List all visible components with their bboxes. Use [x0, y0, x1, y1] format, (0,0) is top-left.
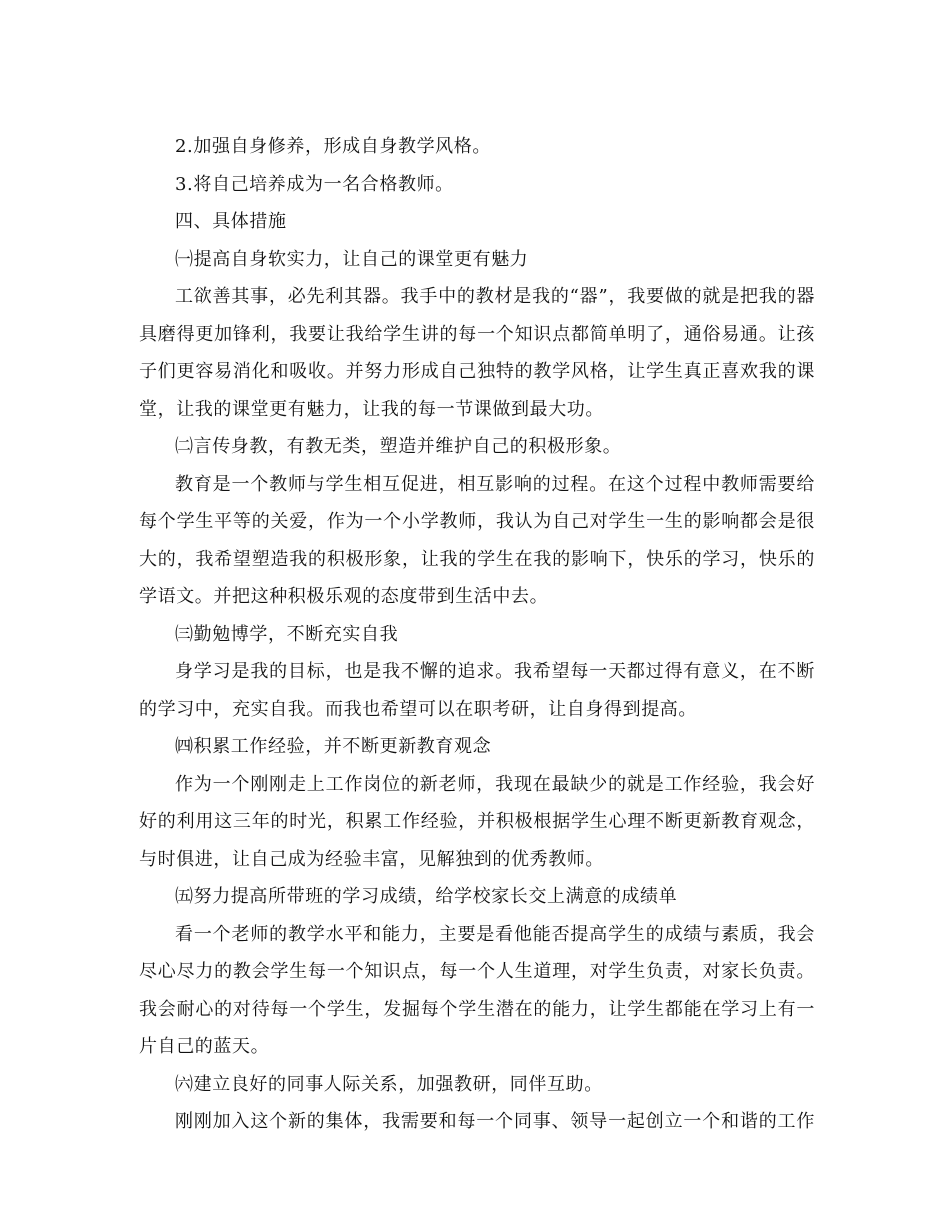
text-line: 具磨得更加锋利，我要让我给学生讲的每一个知识点都简单明了，通俗易通。让孩: [139, 323, 815, 345]
text-line: 四、具体措施: [175, 211, 287, 232]
text-line: ㈠提高自身软实力，让自己的课堂更有魅力: [175, 248, 529, 270]
text-line: 身学习是我的目标，也是我不懈的追求。我希望每一天都过得有意义，在不断: [175, 661, 815, 682]
text-line: 子们更容易消化和吸收。并努力形成自己独特的教学风格，让学生真正喜欢我的课: [139, 361, 815, 382]
text-line: 3.将自己培养成为一名合格教师。: [175, 173, 454, 195]
text-line: 我会耐心的对待每一个学生，发掘每个学生潜在的能力，让学生都能在学习上有一: [139, 998, 815, 1020]
text-line: 的学习中，充实自我。而我也希望可以在职考研，让自身得到提高。: [139, 698, 697, 720]
text-line: 学语文。并把这种积极乐观的态度带到生活中去。: [139, 586, 549, 607]
text-line: ㈤努力提高所带班的学习成绩，给学校家长交上满意的成绩单: [175, 886, 678, 907]
text-line: ㈢勤勉博学，不断充实自我: [175, 623, 399, 645]
text-line: 刚刚加入这个新的集体，我需要和每一个同事、领导一起创立一个和谐的工作: [175, 1111, 815, 1132]
text-line: 尽心尽力的教会学生每一个知识点，每一个人生道理，对学生负责，对家长负责。: [139, 961, 815, 982]
document-body: [139, 128, 815, 1141]
text-line: 每个学生平等的关爱，作为一个小学教师，我认为自己对学生一生的影响都会是很: [139, 511, 815, 532]
text-line: 堂，让我的课堂更有魅力，让我的每一节课做到最大功。: [139, 398, 604, 420]
text-line: 看一个老师的教学水平和能力，主要是看他能否提高学生的成绩与素质，我会: [175, 923, 815, 945]
text-line: 作为一个刚刚走上工作岗位的新老师，我现在最缺少的就是工作经验，我会好: [175, 773, 815, 795]
text-line: 工欲善其事，必先利其器。我手中的教材是我的“器”，我要做的就是把我的器: [175, 286, 815, 307]
text-line: 片自己的蓝天。: [139, 1036, 270, 1057]
text-line: 教育是一个教师与学生相互促进，相互影响的过程。在这个过程中教师需要给: [175, 473, 815, 495]
text-line: 大的，我希望塑造我的积极形象，让我的学生在我的影响下，快乐的学习，快乐的: [139, 548, 815, 570]
text-line: ㈡言传身教，有教无类，塑造并维护自己的积极形象。: [175, 436, 622, 457]
text-line: 好的利用这三年的时光，积累工作经验，并积极根据学生心理不断更新教育观念，: [139, 811, 815, 832]
text-line: 与时俱进，让自己成为经验丰富，见解独到的优秀教师。: [139, 848, 604, 870]
text-line: ㈣积累工作经验，并不断更新教育观念: [175, 736, 492, 757]
text-line: 2.加强自身修养，形成自身教学风格。: [175, 136, 491, 157]
text-line: ㈥建立良好的同事人际关系，加强教研，同伴互助。: [175, 1073, 603, 1095]
